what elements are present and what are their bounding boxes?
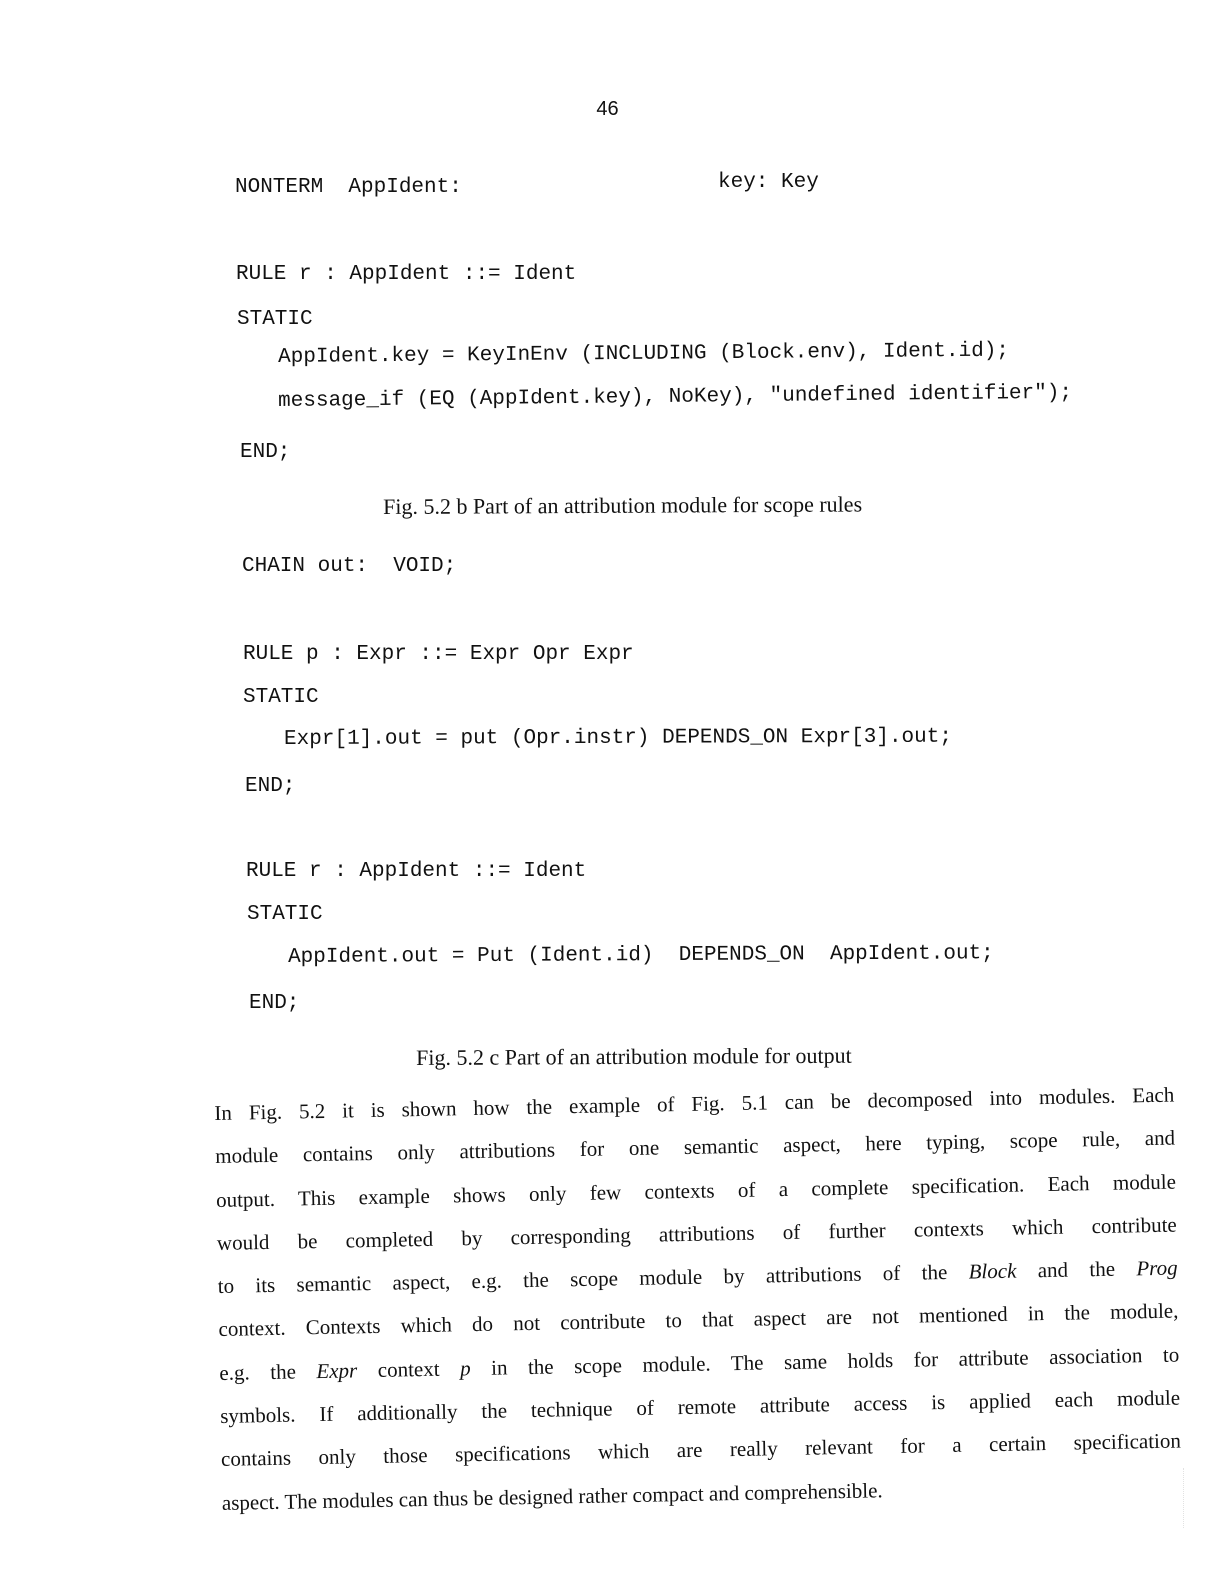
line-text: context	[377, 1356, 440, 1382]
line-text: in the scope module. The same holds for attribute association to	[490, 1342, 1180, 1380]
code-line: STATIC	[247, 903, 323, 926]
paragraph-line: In Fig. 5.2 it is shown how the example of Fig. 5.1 can be decomposed into modules. Each	[214, 1082, 1175, 1125]
line-text: to its semantic aspect, e.g. the scope module by attributions of the	[217, 1260, 948, 1299]
paragraph-line: contains only those specifications which are really relevant for a certain specification	[220, 1428, 1182, 1472]
paragraph-line: output. This example shows only few contexts of a complete specification. Each module	[215, 1169, 1177, 1212]
code-line: END;	[249, 992, 300, 1015]
code-line: RULE r : AppIdent ::= Ident	[236, 263, 577, 286]
figure-caption-c: Fig. 5.2 c Part of an attribution module for output	[416, 1042, 852, 1070]
paragraph-line: context. Contexts which do not contribute to that aspect are not mentioned in the module,	[218, 1299, 1179, 1342]
code-line: CHAIN out: VOID;	[242, 555, 457, 578]
code-line: AppIdent.out = Put (Ident.id) DEPENDS_ON AppIdent.out;	[288, 942, 994, 969]
body-paragraph	[214, 1074, 1182, 1525]
code-line: AppIdent.key = KeyInEnv (INCLUDING (Block.env), Ident.id);	[278, 339, 1010, 369]
paragraph-line: would be completed by corresponding attributions of further contexts which contribute	[216, 1212, 1177, 1255]
code-line: message_if (EQ (AppIdent.key), NoKey), "undefined identifier");	[278, 381, 1073, 413]
code-line: STATIC	[243, 686, 319, 709]
page-number: 46	[596, 98, 619, 120]
emphasis-expr: Expr	[316, 1358, 358, 1383]
code-line: RULE r : AppIdent ::= Ident	[246, 860, 587, 883]
code-line: NONTERM AppIdent:	[235, 176, 462, 199]
line-text: e.g. the	[219, 1359, 297, 1385]
line-text: and the	[1037, 1256, 1116, 1283]
scan-artifact	[1183, 1468, 1198, 1528]
code-line: END;	[240, 441, 291, 464]
code-line: Expr[1].out = put (Opr.instr) DEPENDS_ON Expr[3].out;	[284, 725, 952, 751]
paragraph-line: aspect. The modules can thus be designed rather compact and comprehensible.	[221, 1477, 883, 1515]
figure-caption-b: Fig. 5.2 b Part of an attribution module for scope rules	[383, 491, 863, 519]
paragraph-line: module contains only attributions for one semantic aspect, here typing, scope rule, and	[215, 1125, 1176, 1169]
code-line: END;	[245, 775, 296, 798]
code-line: STATIC	[237, 308, 313, 331]
paragraph-line: symbols. If additionally the technique of remote attribute access is applied each module	[219, 1385, 1181, 1429]
code-line: key: Key	[718, 171, 819, 194]
emphasis-block: Block	[968, 1258, 1017, 1284]
code-line: RULE p : Expr ::= Expr Opr Expr	[243, 643, 634, 666]
emphasis-p: p	[459, 1355, 471, 1381]
emphasis-prog: Prog	[1136, 1255, 1178, 1281]
